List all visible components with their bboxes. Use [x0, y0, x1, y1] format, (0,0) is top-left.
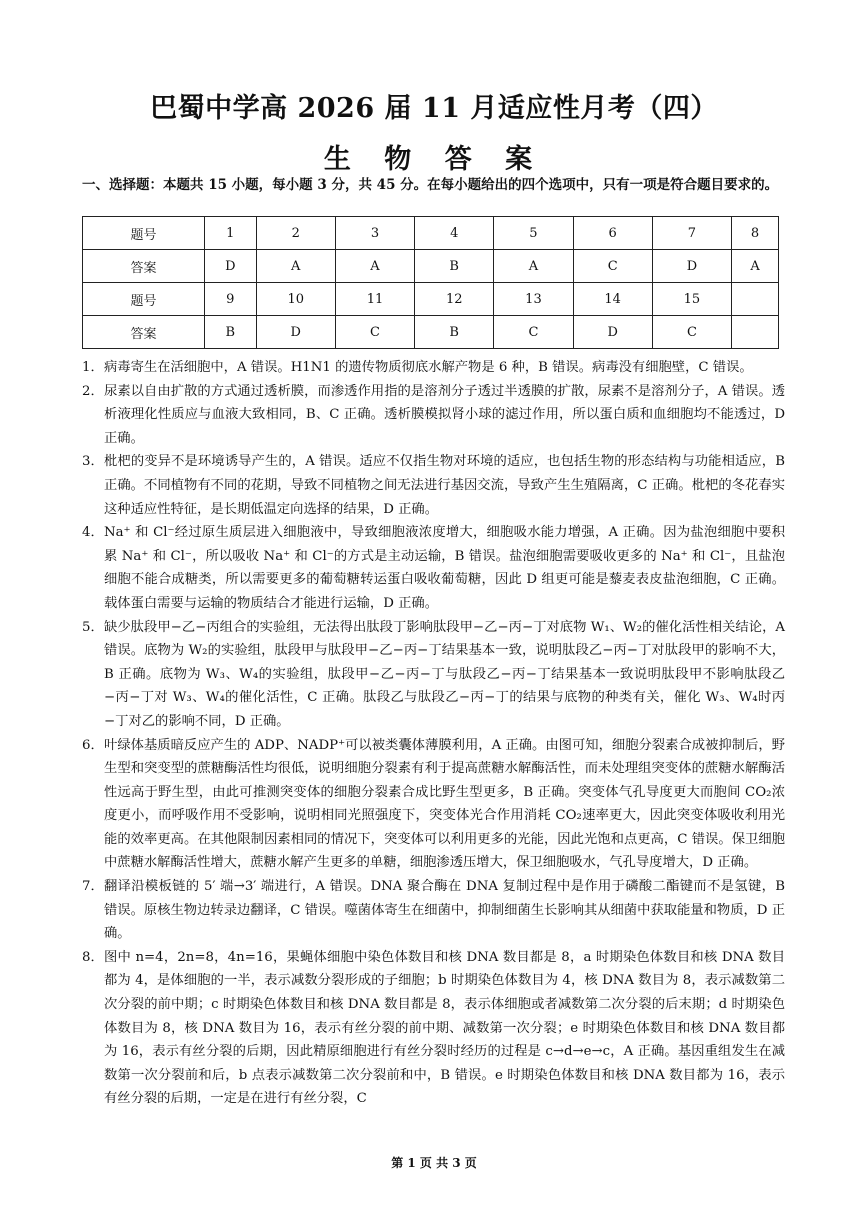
- explanation-item: [82, 616, 785, 734]
- table-row: [83, 283, 779, 316]
- row-label: 题号: [83, 217, 205, 250]
- table-row: [83, 316, 779, 349]
- explanation-number: 4．: [82, 525, 104, 541]
- table-cell: [732, 316, 779, 349]
- table-cell: A: [732, 250, 779, 283]
- explanation-text: 翻译沿模板链的 5′ 端→3′ 端进行，A 错误。DNA 聚合酶在 DNA 复制过程中是作用于磷酸二酯键而不是氢键，B 错误。原核生物边转录边翻译，C 错误。噬菌体寄生在细菌中，抑制细菌生长影响其从细菌中获取能量和物质，D 正确。: [104, 879, 785, 942]
- table-cell: 8: [732, 217, 779, 250]
- table-cell: C: [494, 316, 573, 349]
- table-cell: 3: [335, 217, 414, 250]
- explanation-item: [82, 875, 785, 946]
- table-cell: D: [256, 316, 335, 349]
- explanation-number: 1．: [82, 360, 104, 375]
- table-cell: A: [335, 250, 414, 283]
- explanation-number: 3．: [82, 454, 104, 470]
- row-label: 答案: [83, 250, 205, 283]
- row-label: 题号: [83, 283, 205, 316]
- explanation-item: [82, 380, 785, 451]
- table-cell: A: [256, 250, 335, 283]
- explanations-list: [82, 356, 785, 1111]
- row-label: 答案: [83, 316, 205, 349]
- explanation-text: 缺少肽段甲−乙−丙组合的实验组，无法得出肽段丁影响肽段甲−乙−丙−丁对底物 W₁、W₂的催化活性相关结论，A 错误。底物为 W₂的实验组，肽段甲与肽段甲−乙−丙−丁结果基本一致，说明肽段乙−丙−丁对肽段甲的影响不大，B 正确。底物为 W₃、W₄的实验组，肽段甲−乙−丙−丁与肽段乙−丙−丁结果基本一致说明肽段甲不影响肽段乙−丙−丁对 W₃、W₄的催化活性，C 正确。肽段乙与肽段乙−丙−丁的结果与底物的种类有关，催化 W₃、W₄时丙−丁对乙的影响不同，D 正确。: [104, 619, 785, 729]
- table-cell: B: [415, 316, 494, 349]
- explanation-text: 叶绿体基质暗反应产生的 ADP、NADP⁺可以被类囊体薄膜利用，A 正确。由图可知，细胞分裂素合成被抑制后，野生型和突变型的蔗糖酶活性均很低，说明细胞分裂素有利于提高蔗糖水解酶活性，而未处理组突变体的蔗糖水解酶活性远高于野生型，由此可推测突变体的细胞分裂素合成比野生型更多，B 正确。突变体气孔导度更大而胞间 CO₂浓度更小，而呼吸作用不受影响，说明相同光照强度下，突变体光合作用消耗 CO₂速率更大，因此突变体吸收利用光能的效率更高。在其他限制因素相同的情况下，突变体可以利用更多的光能，因此光饱和点更高，C 错误。保卫细胞中蔗糖水解酶活性增大，蔗糖水解产生更多的单糖，细胞渗透压增大，保卫细胞吸水，气孔导度增大，D 正确。: [104, 737, 785, 871]
- table-cell: D: [573, 316, 652, 349]
- table-cell: 12: [415, 283, 494, 316]
- table-cell: D: [652, 250, 731, 283]
- table-cell: 9: [204, 283, 256, 316]
- table-cell: C: [573, 250, 652, 283]
- table-cell: 1: [204, 217, 256, 250]
- table-cell: 4: [415, 217, 494, 250]
- explanation-text: 枇杷的变异不是环境诱导产生的，A 错误。适应不仅指生物对环境的适应，也包括生物的形态结构与功能相适应，B 正确。不同植物有不同的花期，导致不同植物之间无法进行基因交流，导致产生生殖隔离，C 正确。枇杷的冬花春实这种适应性特征，是长期低温定向选择的结果，D 正确。: [104, 454, 785, 517]
- table-cell: 6: [573, 217, 652, 250]
- table-cell: [732, 283, 779, 316]
- table-cell: 7: [652, 217, 731, 250]
- explanation-item: [82, 521, 785, 615]
- explanation-number: 7．: [82, 879, 104, 895]
- exam-title: 巴蜀中学高 2026 届 11 月适应性月考（四）: [150, 93, 718, 124]
- table-cell: 11: [335, 283, 414, 316]
- explanation-number: 5．: [82, 619, 104, 635]
- section-heading: 一、选择题：本题共 15 小题，每小题 3 分，共 45 分。在每小题给出的四个选项中，只有一项是符合题目要求的。: [82, 177, 779, 193]
- table-cell: 15: [652, 283, 731, 316]
- explanation-number: 2．: [82, 383, 104, 399]
- table-cell: B: [204, 316, 256, 349]
- table-cell: 10: [256, 283, 335, 316]
- table-cell: C: [652, 316, 731, 349]
- table-cell: 14: [573, 283, 652, 316]
- subject-title: 生 物 答 案: [323, 144, 545, 175]
- table-cell: A: [494, 250, 573, 283]
- table-cell: 2: [256, 217, 335, 250]
- explanation-item: [82, 734, 785, 876]
- explanation-item: [82, 356, 785, 380]
- explanation-text: 尿素以自由扩散的方式通过透析膜，而渗透作用指的是溶剂分子透过半透膜的扩散，尿素不是溶剂分子，A 错误。透析液理化性质应与血液大致相同，B、C 正确。透析膜模拟肾小球的滤过作用，所以蛋白质和血细胞均不能透过，D 正确。: [104, 383, 785, 446]
- explanation-number: 8．: [82, 949, 104, 965]
- table-cell: C: [335, 316, 414, 349]
- table-row: [83, 217, 779, 250]
- explanation-text: Na⁺ 和 Cl⁻经过原生质层进入细胞液中，导致细胞液浓度增大，细胞吸水能力增强，A 正确。因为盐泡细胞中要积累 Na⁺ 和 Cl⁻，所以吸收 Na⁺ 和 Cl⁻的方式是主动运输，B 错误。盐泡细胞需要吸收更多的 Na⁺ 和 Cl⁻，且盐泡细胞不能合成糖类，所以需要更多的葡萄糖转运蛋白吸收葡萄糖，因此 D 组更可能是藜麦表皮盐泡细胞，C 正确。载体蛋白需要与运输的物质结合才能进行运输，D 正确。: [104, 525, 785, 611]
- table-cell: B: [415, 250, 494, 283]
- answer-table: [82, 216, 779, 349]
- table-cell: D: [204, 250, 256, 283]
- explanation-text: 病毒寄生在活细胞中，A 错误。H1N1 的遗传物质彻底水解产物是 6 种，B 错误。病毒没有细胞壁，C 错误。: [104, 360, 753, 375]
- table-row: [83, 250, 779, 283]
- table-cell: 13: [494, 283, 573, 316]
- page-footer: 第 1 页 共 3 页: [391, 1156, 477, 1170]
- explanation-item: [82, 450, 785, 521]
- explanation-item: [82, 946, 785, 1111]
- explanation-number: 6．: [82, 737, 104, 753]
- table-cell: 5: [494, 217, 573, 250]
- explanation-text: 图中 n=4，2n=8，4n=16，果蝇体细胞中染色体数目和核 DNA 数目都是 8，a 时期染色体数目和核 DNA 数目都为 4，是体细胞的一半，表示减数分裂形成的子细胞；b 时期染色体数目为 4，核 DNA 数目为 8，表示减数第二次分裂的前中期；c 时期染色体数目和核 DNA 数目都是 8，表示体细胞或者减数第二次分裂的后末期；d 时期染色体数目为 8，核 DNA 数目为 16，表示有丝分裂的前中期、减数第一次分裂；e 时期染色体数目和核 DNA 数目都为 16，表示有丝分裂的后期，因此精原细胞进行有丝分裂时经历的过程是 c→d→e→c，A 正确。基因重组发生在减数第一次分裂前和后，b 点表示减数第二次分裂前和中，B 错误。e 时期染色体数目和核 DNA 数目都为 16，表示有丝分裂的后期，一定是在进行有丝分裂，C: [104, 949, 785, 1107]
